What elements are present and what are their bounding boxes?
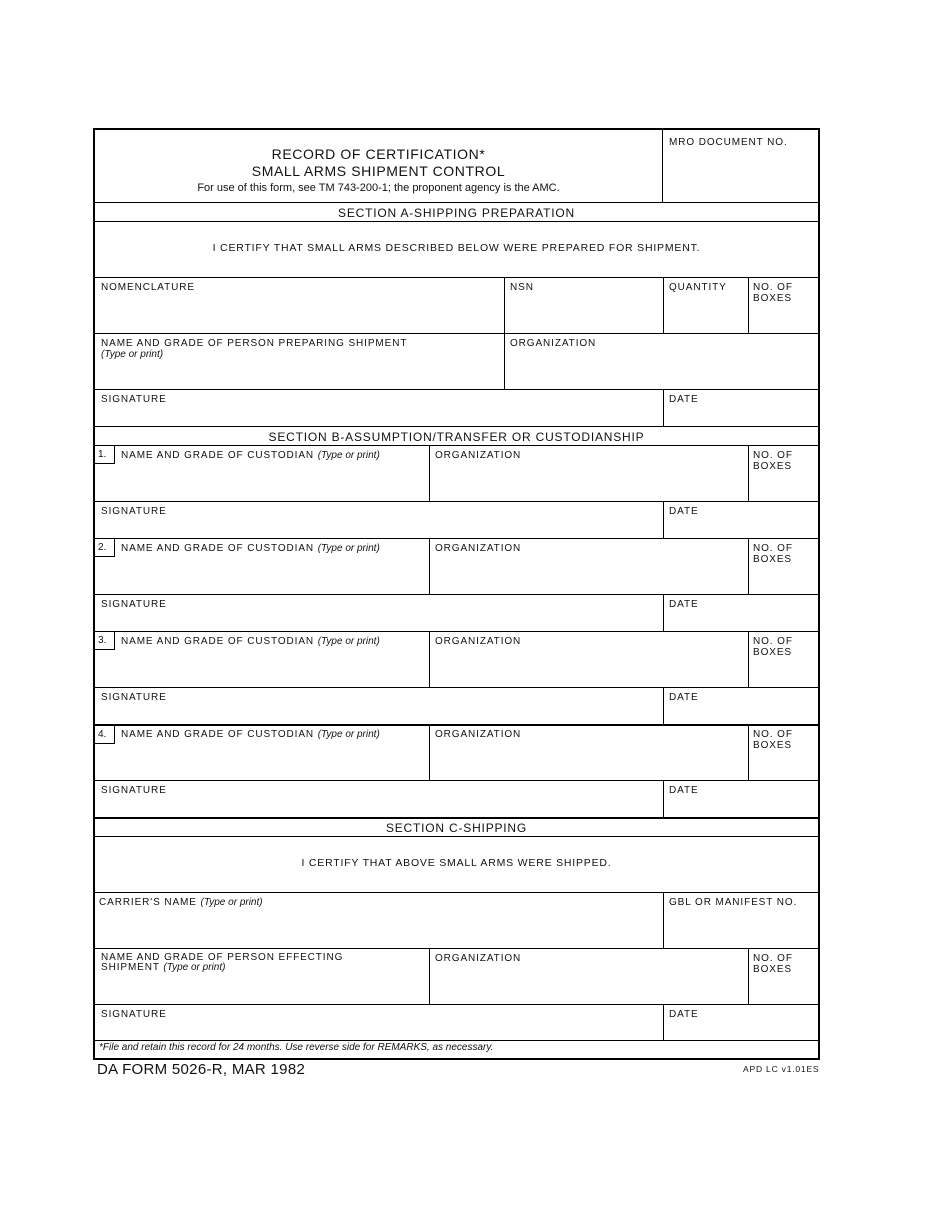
date-field-b2[interactable] xyxy=(664,611,818,631)
signature-label-b3: SIGNATURE xyxy=(101,692,167,703)
organization-label-c: ORGANIZATION xyxy=(435,953,522,964)
organization-field-b3[interactable] xyxy=(430,648,748,687)
custodian-label-3: NAME AND GRADE OF CUSTODIAN (Type or print) xyxy=(121,636,380,647)
section-a-certification: I CERTIFY THAT SMALL ARMS DESCRIBED BELOW WERE PREPARED FOR SHIPMENT. xyxy=(212,242,701,254)
organization-field-c[interactable] xyxy=(430,965,748,1004)
boxes-label-b4: NO. OF BOXES xyxy=(753,729,793,751)
section-a-heading: SECTION A-SHIPPING PREPARATION xyxy=(338,206,575,220)
carrier-field[interactable] xyxy=(95,909,663,948)
form-title: RECORD OF CERTIFICATION* xyxy=(271,146,486,162)
quantity-field[interactable] xyxy=(664,294,748,333)
date-label-a: DATE xyxy=(669,394,699,405)
section-c-certification: I CERTIFY THAT ABOVE SMALL ARMS WERE SHIPPED. xyxy=(301,857,612,869)
date-field-b4[interactable] xyxy=(664,797,818,817)
organization-field-a[interactable] xyxy=(505,350,818,389)
organization-label-b4: ORGANIZATION xyxy=(435,729,522,740)
organization-field-b2[interactable] xyxy=(430,555,748,594)
date-field-c[interactable] xyxy=(664,1021,818,1040)
boxes-field-b4[interactable] xyxy=(749,753,818,780)
mro-document-field[interactable] xyxy=(663,150,818,202)
nsn-label: NSN xyxy=(510,282,534,293)
boxes-label-b2: NO. OF BOXES xyxy=(753,543,793,565)
custodian-field-4[interactable] xyxy=(95,744,429,780)
custodian-number-4: 4. xyxy=(95,726,115,744)
boxes-field-b2[interactable] xyxy=(749,567,818,594)
signature-field-c[interactable] xyxy=(95,1021,663,1040)
boxes-label-b3: NO. OF BOXES xyxy=(753,636,793,658)
boxes-field-b3[interactable] xyxy=(749,660,818,687)
boxes-field-b1[interactable] xyxy=(749,474,818,501)
date-field-b3[interactable] xyxy=(664,704,818,724)
retention-footnote: *File and retain this record for 24 months. Use reverse side for REMARKS, as necessary. xyxy=(99,1042,494,1053)
version-label: APD LC v1.01ES xyxy=(743,1064,820,1074)
form-frame xyxy=(93,128,820,1060)
custodian-field-2[interactable] xyxy=(95,558,429,594)
date-field-b1[interactable] xyxy=(664,518,818,538)
effecting-label: NAME AND GRADE OF PERSON EFFECTING SHIPMENT (Type or print) xyxy=(101,952,344,973)
date-label-c: DATE xyxy=(669,1009,699,1020)
boxes-label-b1: NO. OF BOXES xyxy=(753,450,793,472)
signature-label-c: SIGNATURE xyxy=(101,1009,167,1020)
custodian-label-2: NAME AND GRADE OF CUSTODIAN (Type or print) xyxy=(121,543,380,554)
date-label-b4: DATE xyxy=(669,785,699,796)
signature-field-a[interactable] xyxy=(95,406,663,426)
date-label-b1: DATE xyxy=(669,506,699,517)
date-field-a[interactable] xyxy=(664,406,818,426)
signature-label-b2: SIGNATURE xyxy=(101,599,167,610)
custodian-number-2: 2. xyxy=(95,539,115,557)
organization-field-b1[interactable] xyxy=(430,462,748,501)
mro-document-label: MRO DOCUMENT NO. xyxy=(669,137,788,148)
custodian-field-1[interactable] xyxy=(95,465,429,501)
signature-field-b2[interactable] xyxy=(95,611,663,631)
organization-label-b2: ORGANIZATION xyxy=(435,543,522,554)
organization-field-b4[interactable] xyxy=(430,741,748,780)
preparer-field[interactable] xyxy=(95,360,504,389)
quantity-label: QUANTITY xyxy=(669,282,727,293)
signature-label-a: SIGNATURE xyxy=(101,394,167,405)
usage-note: For use of this form, see TM 743-200-1; the proponent agency is the AMC. xyxy=(197,182,560,194)
organization-label-a: ORGANIZATION xyxy=(510,338,597,349)
nomenclature-field[interactable] xyxy=(95,294,504,333)
form-number: DA FORM 5026-R, MAR 1982 xyxy=(97,1061,306,1078)
boxes-label-a: NO. OF BOXES xyxy=(753,282,793,304)
custodian-label-1: NAME AND GRADE OF CUSTODIAN (Type or print) xyxy=(121,450,380,461)
custodian-number-3: 3. xyxy=(95,632,115,650)
signature-field-b3[interactable] xyxy=(95,704,663,724)
signature-field-b1[interactable] xyxy=(95,518,663,538)
form-subtitle: SMALL ARMS SHIPMENT CONTROL xyxy=(251,163,506,179)
custodian-field-3[interactable] xyxy=(95,651,429,687)
section-c-heading: SECTION C-SHIPPING xyxy=(385,821,528,835)
custodian-label-4: NAME AND GRADE OF CUSTODIAN (Type or print) xyxy=(121,729,380,740)
nomenclature-label: NOMENCLATURE xyxy=(101,282,195,293)
boxes-field-a[interactable] xyxy=(749,306,818,333)
effecting-field[interactable] xyxy=(95,975,429,1004)
organization-label-b1: ORGANIZATION xyxy=(435,450,522,461)
section-b-heading: SECTION B-ASSUMPTION/TRANSFER OR CUSTODIANSHIP xyxy=(268,430,645,444)
gbl-label: GBL OR MANIFEST NO. xyxy=(669,897,798,908)
date-label-b2: DATE xyxy=(669,599,699,610)
custodian-number-1: 1. xyxy=(95,446,115,464)
date-label-b3: DATE xyxy=(669,692,699,703)
boxes-field-c[interactable] xyxy=(749,977,818,1004)
carrier-label: CARRIER'S NAME (Type or print) xyxy=(99,897,263,908)
preparer-label: NAME AND GRADE OF PERSON PREPARING SHIPMENT (Type or print) xyxy=(101,338,408,360)
boxes-label-c: NO. OF BOXES xyxy=(753,953,793,975)
signature-label-b1: SIGNATURE xyxy=(101,506,167,517)
signature-field-b4[interactable] xyxy=(95,797,663,817)
gbl-field[interactable] xyxy=(664,909,818,948)
signature-label-b4: SIGNATURE xyxy=(101,785,167,796)
nsn-field[interactable] xyxy=(505,294,663,333)
organization-label-b3: ORGANIZATION xyxy=(435,636,522,647)
